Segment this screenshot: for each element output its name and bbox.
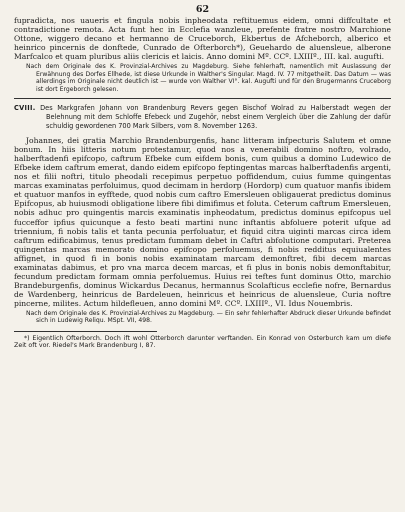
charter-body: Johannes, dei gratia Marchio Brandenburgenfis, hanc litteram infpecturis Salutem et omne bonum. In hiis litteris notum protestamur, quod nos a venerabili domino noftro, volrado, halberftadenfi epifcopo, caftrum Efbeke cum eifdem bonis, cum quibus a domino Ludewico de Efbeke idem caftrum emerat, dando eidem epifcopo feptingentas marcas halberftadenfis argenti, nos et filii noftri, titulo pheodali recepimus perpetuo poffidendum, cuius fumme quingentas marcas examinatas perfoluimus, quod decimam in herdorp (Hordorp) cum quatuor manfis ibidem et quatuor manfos in eyfftede, quod nobis cum caftro Emersleuen obligauerat predictus dominus Epifcopus, ab huiusmodi obligatione libere fibi dimifimus et foluta. Ceterum caftrum Emersleuen, nobis adhuc pro quingentis marcis examinatis inpheodatum, predictus dominus epifcopus uel fucceffor ipfius quicunque a festo beati martini nunc inftantis abfoluere poterit ufque ad triennium, fi nobis talis et tanta pecunia perfoluatur, et fiquid citra uiginti marcas circa idem caftrum edificabimus, tenus predictam fummam debet in Caftri abfolutione computari. Preterea quingentas marcas memorato domino epifcopo perfoluemus, fi nobis redditus equiualentes affignet, in quod fi in bonis nobis examinatam marcam demonftret, fibi decem marcas examinatas dabimus, et pro vna marca decem marcas, et fi plus in bonis nobis demonftabitur, fecundum predictam formam omnia perfoluemus. Huius rei teftes funt dominus Otto, marchio Brandeburgenfis, dominus Wickardus Decanus, hermannus Scolafticus ecclefie nofre, Bernardus de Wardenberg, heinricus de Bardeleuen, heinricus et heinricus de aluensleue, Curia noftre pincerne, milites. Actum hildefleuen, anno domini Mº. CCº. LXIIIº., VI. Idus Nouembris.	[14, 136, 391, 308]
document-number: CVIII.	[14, 103, 36, 113]
source-note-2: Nach dem Originale des K. Provinzial-Archives zu Magdeburg. — Ein sehr fehlerhafter Abdruck dieser Urkunde befindet sich in Ludewig Reliqu. MSpt. VII, 498.	[26, 309, 391, 325]
section-divider	[14, 98, 391, 99]
document-title: Des Markgrafen Johann von Brandenburg Revers gegen Bischof Wolrad zu Halberstadt wegen der Belehnung mit dem Schloffe Efebeck und Zugehör, nebst einem Vergleich über die Zahlung der dafür schuldig gewordenen 700 Mark Silbers, vom 8. November 1263.	[40, 103, 391, 131]
document-heading	[14, 103, 391, 130]
footnote-divider	[14, 331, 157, 332]
page-number: 62	[195, 4, 210, 15]
source-note-1: Nach dem Originale des K. Provinzial-Archives zu Magdeburg. Siehe fehlerhaft, namentlich mit Auslassung der Erwähnung des Dorfes Ellhede, ist diese Urkunde in Walther's Singular. Magd. IV. 77 mitgetheilt. Das Datum — was allerdings im Originale nicht deutlich ist — wurde von Walther VI°. kal. Augufti und für den Brugermanns Cruceborg ist dort Ergeborch gelesen.	[26, 63, 391, 93]
continuation-paragraph: fupradicta, nos uaueris et fingula nobis inpheodata reftituemus eidem, omni diffcultate et contradictione remota. Acta funt hec in Ecclefia wanzleue, prefente fratre nostro Marchione Ottone, wiggero decano et hermanno de Cruceborch, Ekbertus de Afcheborch, alberico et heinrico pincernis de donftede, Cunrado de Ofterborch*), Geuehardo de aluensleue, alberone Marfcalco et quam pluribus aliis clericis et laicis. Anno domini Mº. CCº. LXIIIº., III. kal. augufti.	[14, 16, 391, 62]
footnote: *) Eigentlich Ofterborch. Doch ift wohl Otterborch darunter verftanden. Ein Konrad von Osterburch kam um diefe Zeit oft vor. Riedel's Mark Brandenburg I, 87.	[14, 334, 391, 350]
